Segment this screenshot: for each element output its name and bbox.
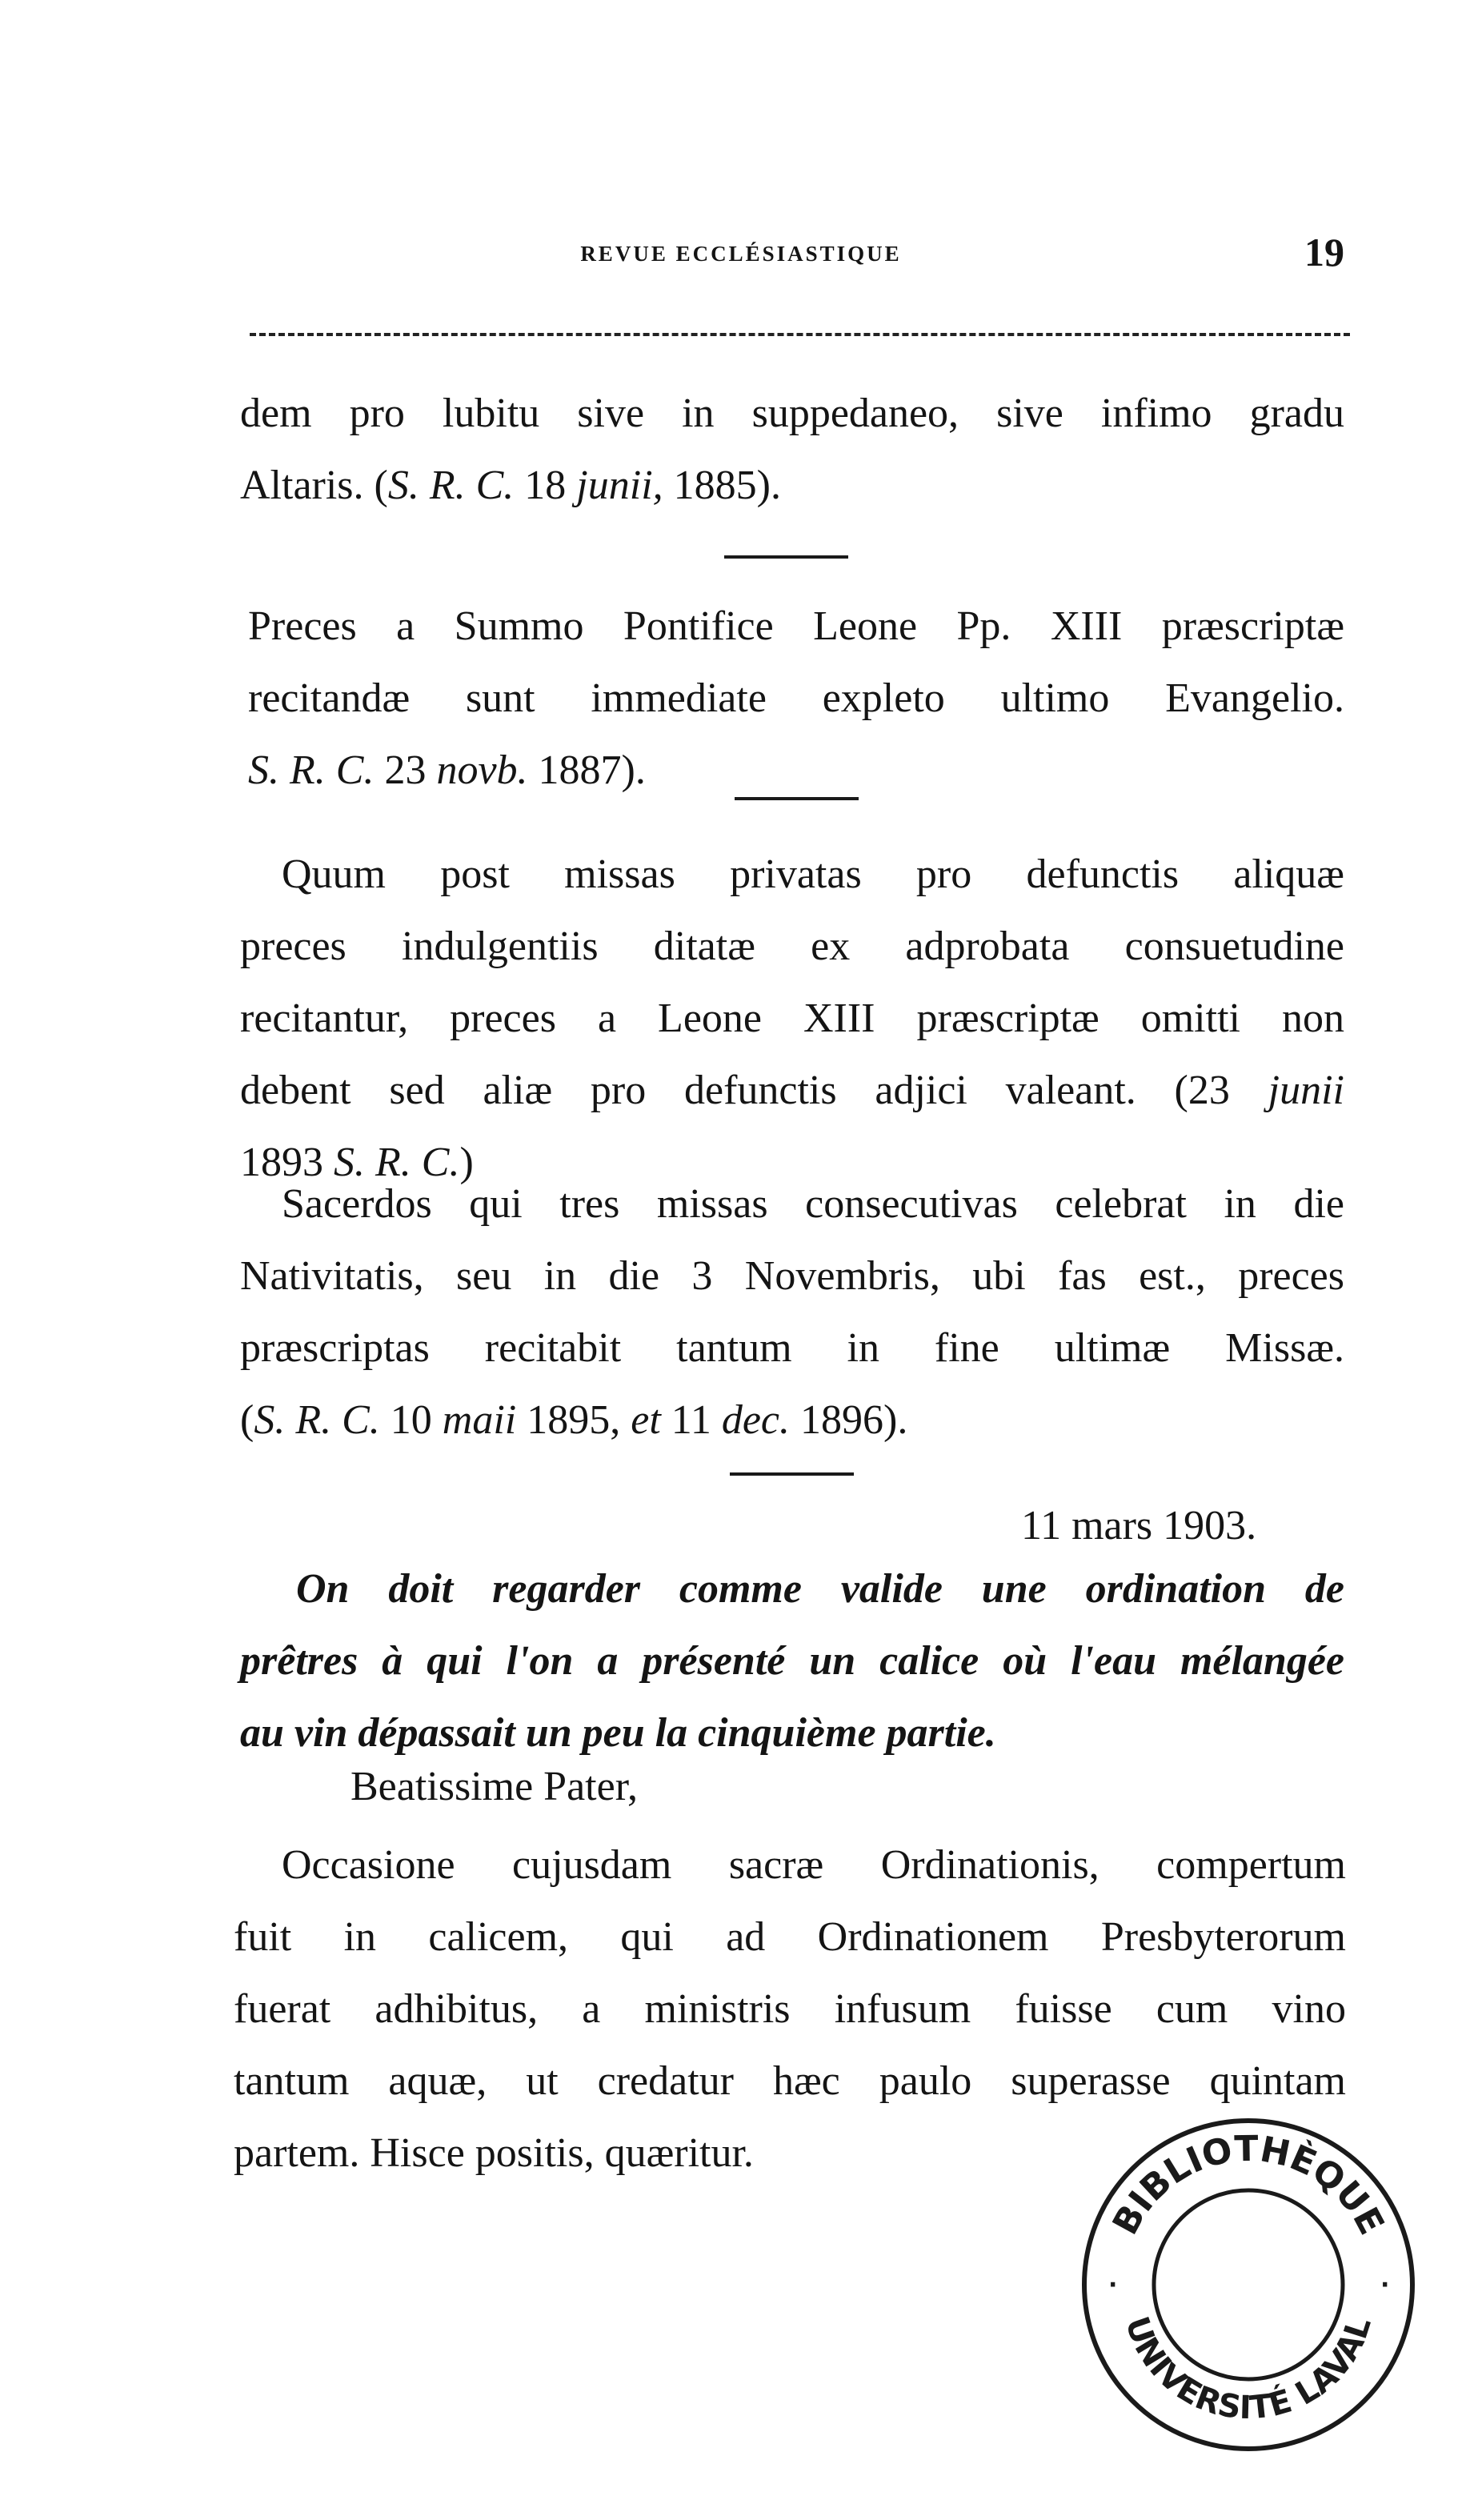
paragraph-line: Occasione cujusdam sacræ Ordinationis, compertum <box>282 1842 1346 1888</box>
decree-date: 11 mars 1903. <box>1021 1503 1257 1548</box>
section-separator <box>724 555 848 559</box>
paragraph-4 <box>240 1168 1344 1456</box>
summary-line: au vin dépassait un peu la cinquième partie. <box>240 1710 996 1756</box>
paragraph-line: debent sed aliæ pro defunctis adjici valeant. (23 junii <box>240 1068 1344 1113</box>
svg-text:·: · <box>1108 2271 1118 2299</box>
stamp-top-text: BIBLIOTHÈQUE <box>1104 2128 1392 2242</box>
paragraph-line: tantum aquæ, ut credatur hæc paulo superasse quintam <box>234 2058 1346 2104</box>
paragraph-line: Quum post missas privatas pro defunctis aliquæ <box>282 851 1344 897</box>
paragraph-3 <box>240 839 1344 1199</box>
paragraph-line: (S. R. C. 10 maii 1895, et 11 dec. 1896). <box>240 1397 908 1443</box>
decree-summary <box>240 1557 1344 1773</box>
paragraph-2 <box>248 591 1344 807</box>
paragraph-line: Nativitatis, seu in die 3 Novembris, ubi fas est., preces <box>240 1253 1344 1299</box>
section-separator <box>730 1472 854 1476</box>
paragraph-line: dem pro lubitu sive in suppedaneo, sive infimo gradu <box>240 391 1344 436</box>
paragraph-line: fuerat adhibitus, a ministris infusum fuisse cum vino <box>234 1986 1346 2032</box>
paragraph-line: Preces a Summo Pontifice Leone Pp. XIII præscriptæ <box>248 603 1344 649</box>
salutation: Beatissime Pater, <box>350 1764 638 1809</box>
library-stamp <box>1076 2113 1420 2457</box>
section-separator <box>735 797 859 800</box>
paragraph-line: præscriptas recitabit tantum in fine ultimæ Missæ. <box>240 1325 1344 1371</box>
paragraph-1 <box>240 378 1344 522</box>
paragraph-line: Altaris. (S. R. C. 18 junii, 1885). <box>240 463 781 508</box>
summary-line: prêtres à qui l'on a présenté un calice où l'eau mélangée <box>240 1638 1344 1684</box>
paragraph-line: fuit in calicem, qui ad Ordinationem Presbyterorum <box>234 1914 1346 1960</box>
paragraph-line: preces indulgentiis ditatæ ex adprobata consuetudine <box>240 923 1344 969</box>
paragraph-line: Sacerdos qui tres missas consecutivas celebrat in die <box>282 1181 1344 1227</box>
page-number: 19 <box>1304 230 1344 274</box>
stamp-bottom-text: UNIVERSITÉ LAVAL <box>1117 2312 1379 2427</box>
svg-text:·: · <box>1380 2271 1390 2299</box>
paragraph-line: 1893 S. R. C.) <box>240 1140 474 1185</box>
paragraph-line: S. R. C. 23 novb. 1887). <box>248 747 646 793</box>
paragraph-line: recitandæ sunt immediate expleto ultimo Evangelio. <box>248 675 1344 721</box>
header-rule <box>250 333 1350 336</box>
running-header: REVUE ECCLÉSIASTIQUE <box>580 242 902 266</box>
paragraph-line: recitantur, preces a Leone XIII præscriptæ omitti non <box>240 996 1344 1041</box>
summary-line: On doit regarder comme valide une ordination de <box>296 1566 1344 1612</box>
paragraph-line: partem. Hisce positis, quæritur. <box>234 2130 754 2176</box>
